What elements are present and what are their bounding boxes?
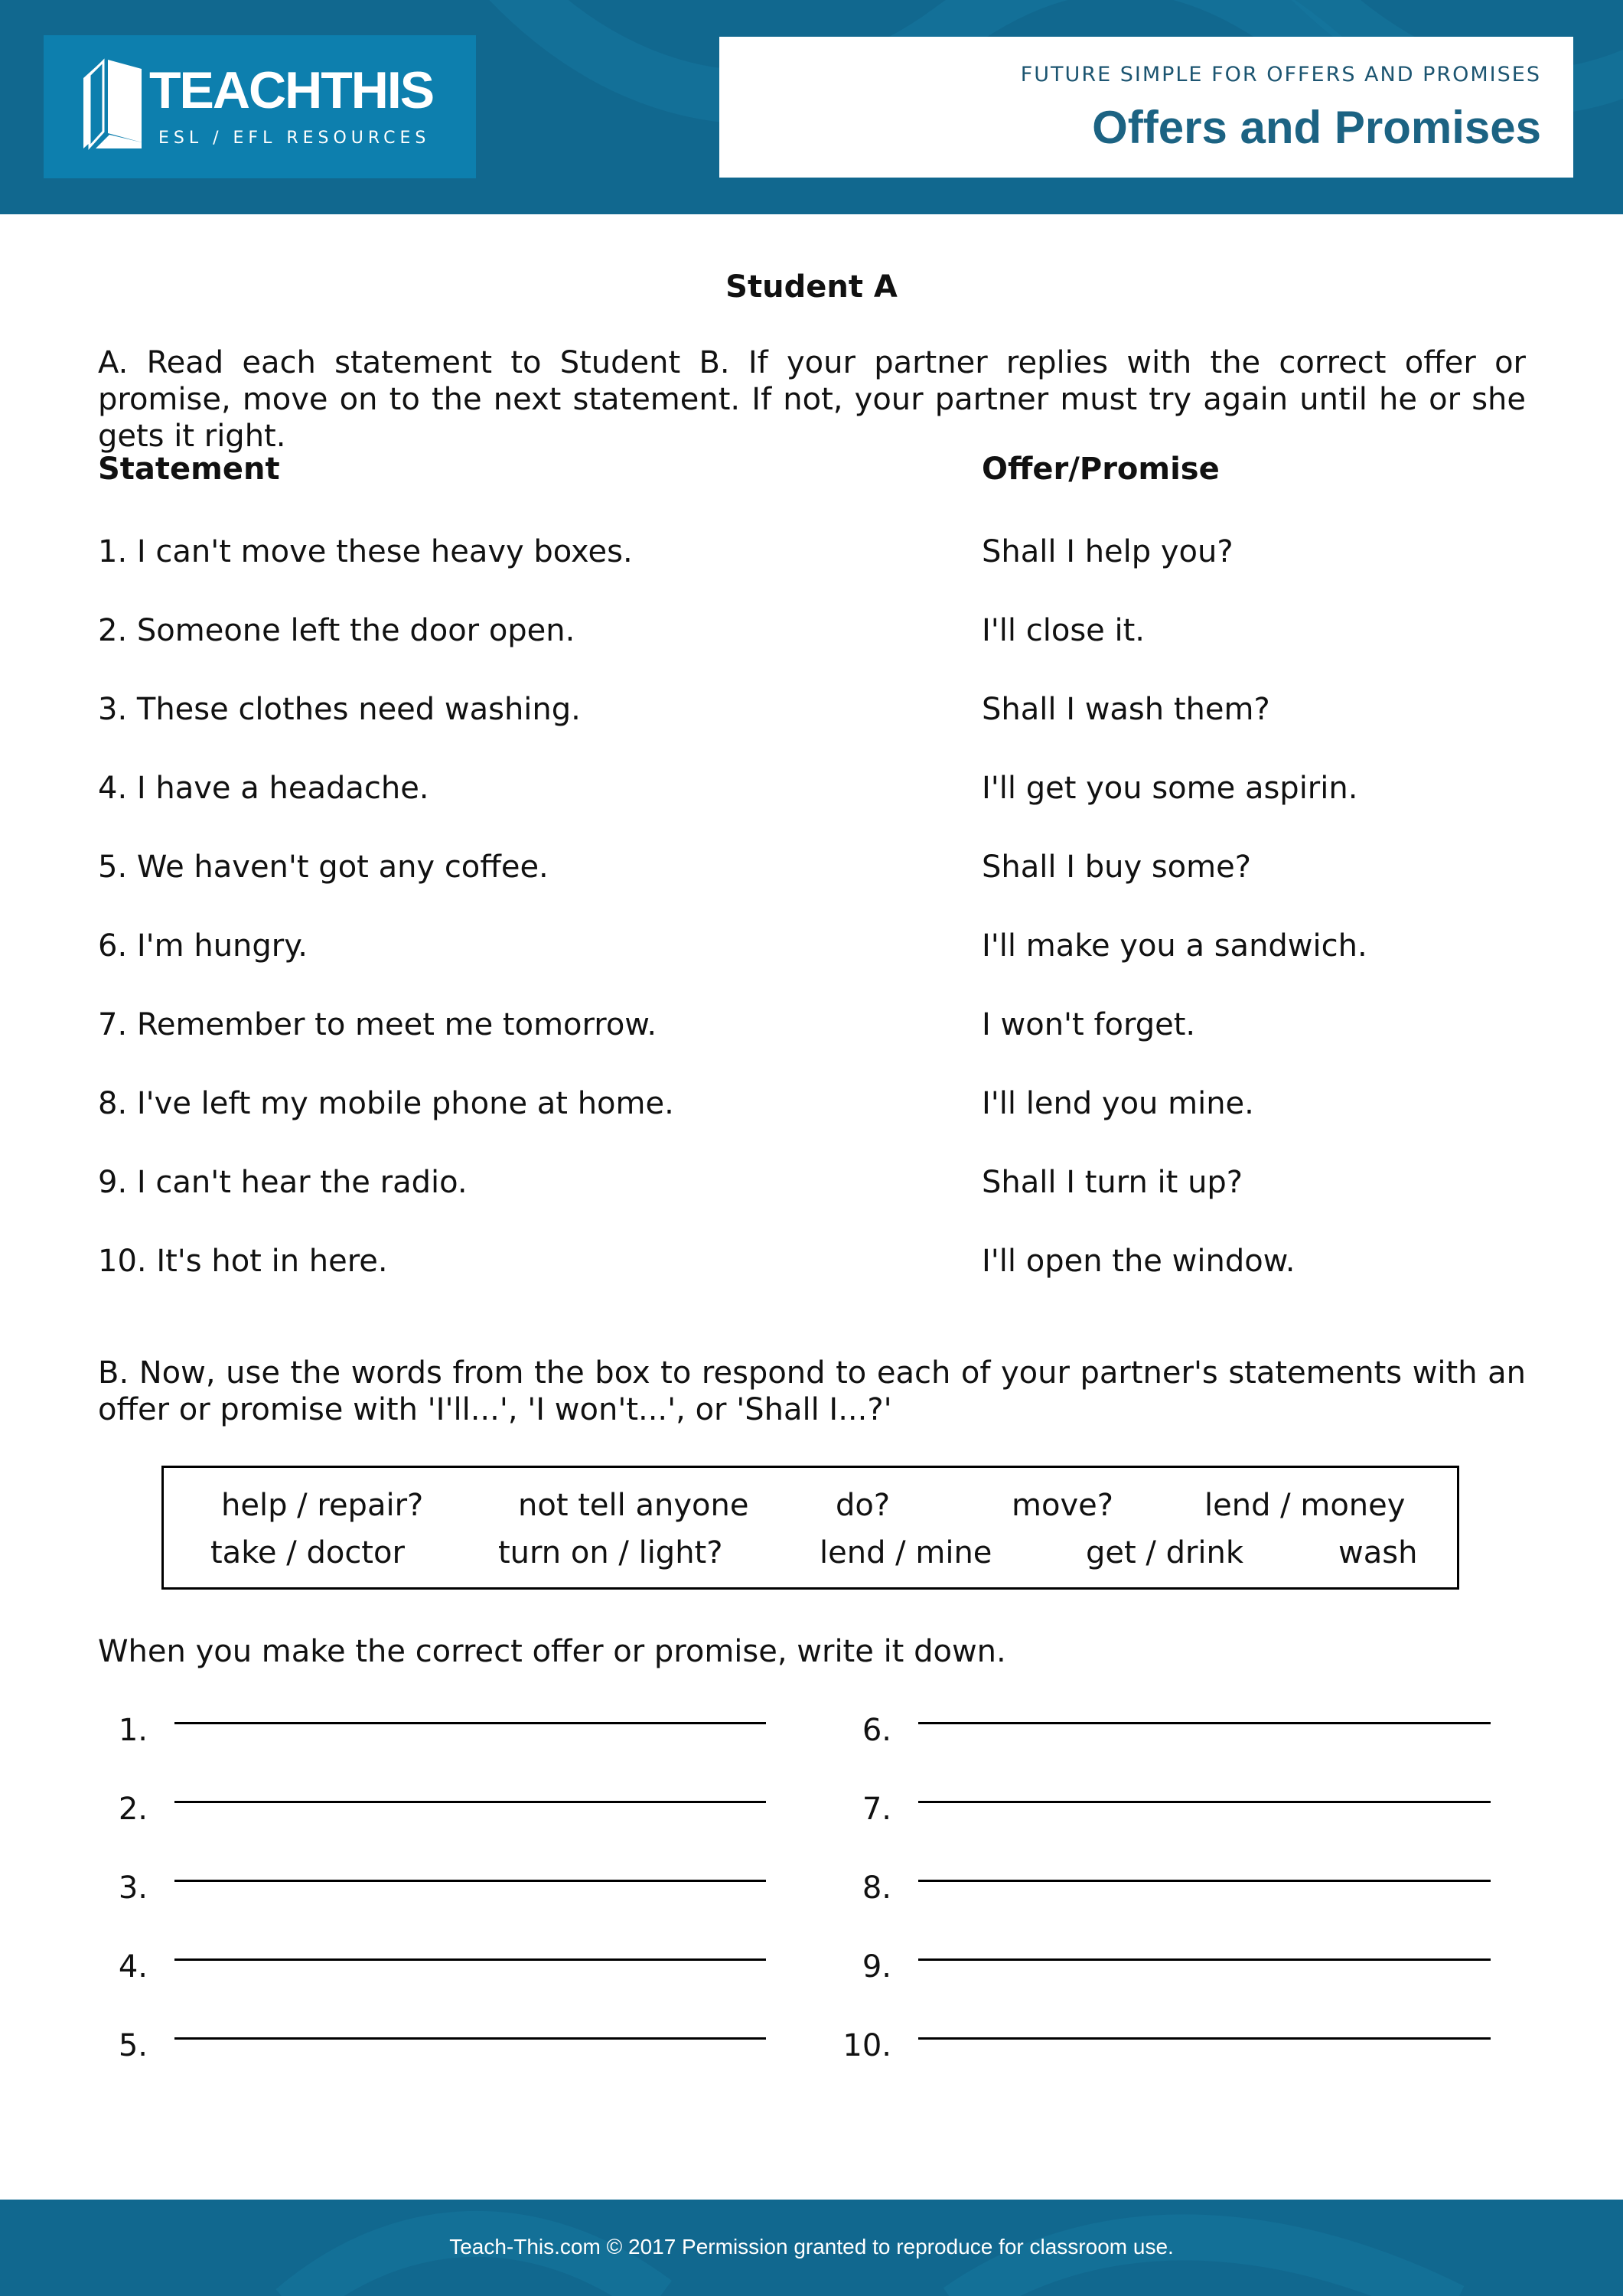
word-chip: lend / money — [1204, 1488, 1406, 1523]
answer-number: 9. — [862, 1949, 891, 1985]
answer-line[interactable] — [918, 1722, 1491, 1724]
statement-item: 4. I have a headache. — [98, 771, 429, 806]
word-chip: wash — [1338, 1535, 1418, 1570]
offer-item: I'll close it. — [982, 613, 1145, 648]
worksheet-subtitle: FUTURE SIMPLE FOR OFFERS AND PROMISES — [1020, 63, 1541, 86]
answer-number: 8. — [862, 1870, 891, 1906]
book-icon — [76, 58, 145, 150]
offer-item: I'll lend you mine. — [982, 1086, 1254, 1121]
page-footer — [0, 2200, 1623, 2296]
write-instruction: When you make the correct offer or promise, write it down. — [98, 1634, 1006, 1669]
offer-item: I'll get you some aspirin. — [982, 771, 1358, 806]
logo-wordmark: TEACHTHIS — [149, 61, 434, 119]
student-heading: Student A — [725, 269, 898, 305]
instruction-b: B. Now, use the words from the box to respond to each of your partner's statements with an offer or promise with 'I'll...', 'I won't...', or 'Shall I...?' — [98, 1355, 1526, 1427]
logo-tagline: ESL / EFL RESOURCES — [158, 129, 431, 148]
answer-line[interactable] — [174, 1958, 766, 1961]
offer-item: Shall I buy some? — [982, 850, 1251, 885]
logo[interactable] — [44, 35, 476, 178]
statement-item: 9. I can't hear the radio. — [98, 1165, 468, 1200]
word-chip: help / repair? — [221, 1488, 424, 1523]
answer-number: 10. — [842, 2028, 891, 2063]
offer-item: Shall I help you? — [982, 534, 1234, 569]
statement-item: 8. I've left my mobile phone at home. — [98, 1086, 674, 1121]
statement-item: 5. We haven't got any coffee. — [98, 850, 549, 885]
word-chip: take / doctor — [210, 1535, 405, 1570]
statement-item: 2. Someone left the door open. — [98, 613, 575, 648]
answer-line[interactable] — [918, 1958, 1491, 1961]
answer-number: 6. — [862, 1713, 891, 1748]
answer-number: 1. — [118, 1713, 148, 1748]
word-chip: get / drink — [1086, 1535, 1244, 1570]
statement-item: 3. These clothes need washing. — [98, 692, 581, 727]
offer-item: I'll open the window. — [982, 1244, 1295, 1279]
statement-item: 6. I'm hungry. — [98, 928, 308, 964]
answer-line[interactable] — [174, 2037, 766, 2040]
worksheet-title: Offers and Promises — [1092, 102, 1541, 153]
offer-item: Shall I wash them? — [982, 692, 1270, 727]
word-chip: not tell anyone — [518, 1488, 749, 1523]
answer-line[interactable] — [918, 2037, 1491, 2040]
word-chip: lend / mine — [820, 1535, 992, 1570]
answer-number: 3. — [118, 1870, 148, 1906]
statement-item: 7. Remember to meet me tomorrow. — [98, 1007, 657, 1042]
statement-item: 10. It's hot in here. — [98, 1244, 388, 1279]
answer-line[interactable] — [918, 1801, 1491, 1803]
offer-item: I won't forget. — [982, 1007, 1196, 1042]
answer-line[interactable] — [174, 1722, 766, 1724]
offer-column-heading: Offer/Promise — [982, 452, 1220, 487]
offer-item: I'll make you a sandwich. — [982, 928, 1367, 964]
answer-line[interactable] — [918, 1880, 1491, 1882]
answer-number: 7. — [862, 1792, 891, 1827]
page-header — [0, 0, 1623, 214]
word-chip: turn on / light? — [498, 1535, 723, 1570]
statement-item: 1. I can't move these heavy boxes. — [98, 534, 633, 569]
answer-line[interactable] — [174, 1880, 766, 1882]
answer-number: 4. — [118, 1949, 148, 1985]
copyright-notice: Teach-This.com © 2017 Permission granted to reproduce for classroom use. — [449, 2235, 1174, 2258]
instruction-a: A. Read each statement to Student B. If your partner replies with the correct offer or promise, move on to the next statement. If not, your partner must try again until he or she gets it right. — [98, 345, 1526, 454]
offer-item: Shall I turn it up? — [982, 1165, 1243, 1200]
statement-column-heading: Statement — [98, 452, 280, 487]
word-chip: move? — [1012, 1488, 1113, 1523]
answer-number: 5. — [118, 2028, 148, 2063]
word-chip: do? — [836, 1488, 891, 1523]
title-box — [719, 37, 1573, 178]
word-box — [161, 1466, 1459, 1590]
answer-line[interactable] — [174, 1801, 766, 1803]
answer-number: 2. — [118, 1792, 148, 1827]
